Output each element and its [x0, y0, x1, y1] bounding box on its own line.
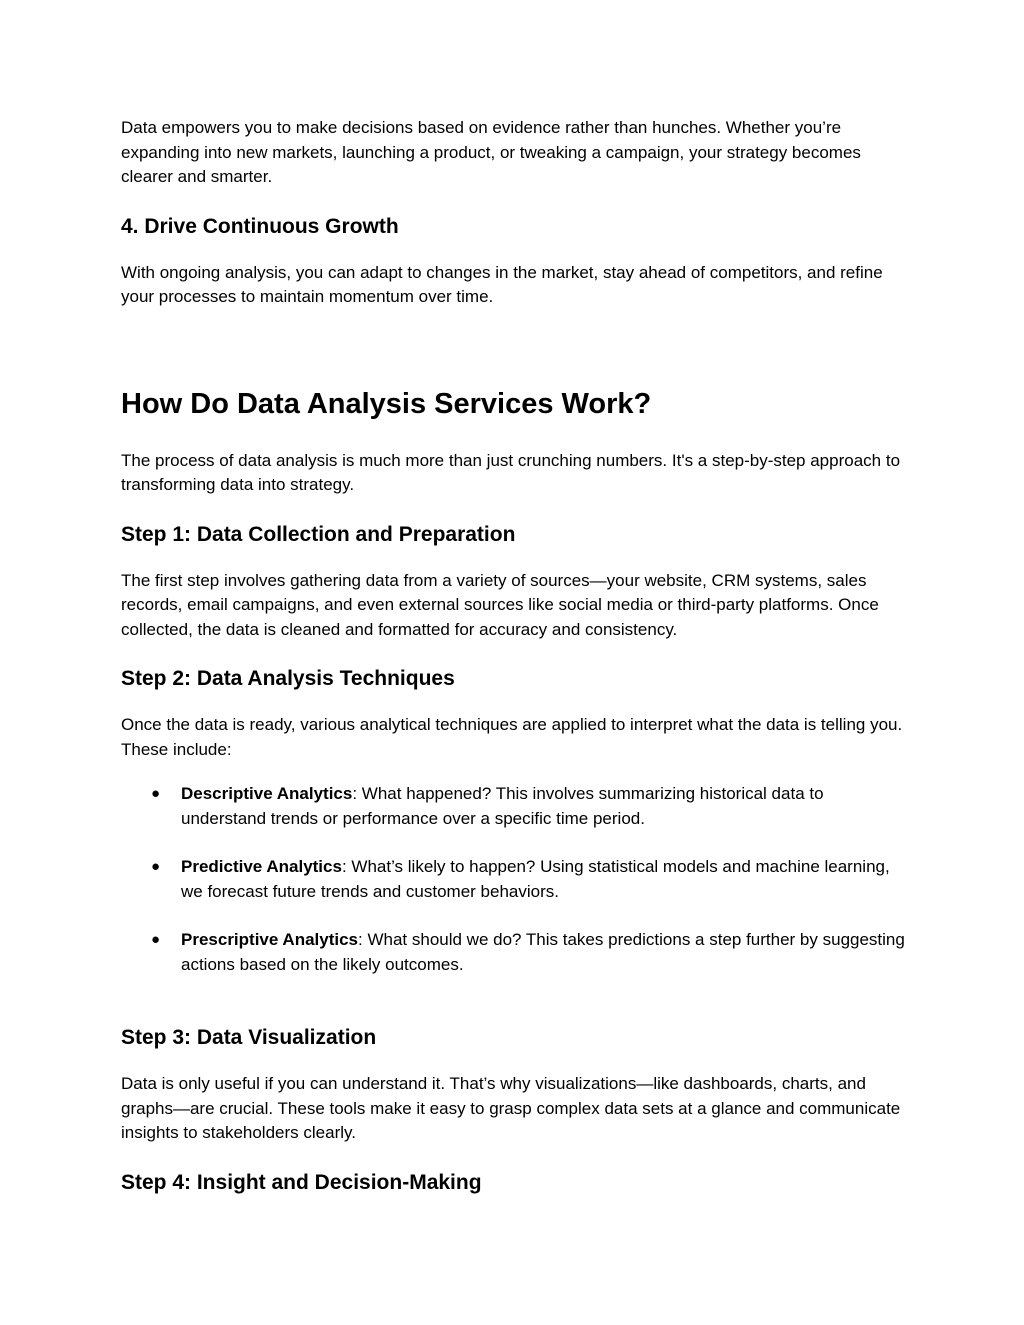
bullet-term: Descriptive Analytics — [181, 784, 353, 803]
heading-step-4: Step 4: Insight and Decision-Making — [121, 1170, 482, 1194]
heading-step-2: Step 2: Data Analysis Techniques — [121, 667, 455, 690]
bullet-term: Predictive Analytics — [181, 857, 342, 876]
paragraph-step-3: Data is only useful if you can understand it. That’s why visualizations—like dashboards, charts, and graphs—are crucial. These tools make it easy to grasp complex data sets at a glance and communicate insights to stakeholders clearly. — [121, 1074, 901, 1142]
paragraph-step-1: The first step involves gathering data from a variety of sources—your website, CRM systems, sales records, email campaigns, and even external sources like social media or third-party platforms. Once collected, the data is cleaned and formatted for accuracy and consistency. — [121, 570, 879, 639]
paragraph-step-2: Once the data is ready, various analytical techniques are applied to interpret what the data is telling you. These include: — [121, 715, 903, 759]
bullet-marker: ● — [151, 858, 161, 875]
paragraph-drive-continuous-growth: With ongoing analysis, you can adapt to changes in the market, stay ahead of competitors, and refine your processes to maintain momentum over time. — [121, 262, 883, 306]
bullet-marker: ● — [151, 785, 161, 802]
bullet-term: Prescriptive Analytics — [181, 930, 359, 949]
intro-paragraph: Data empowers you to make decisions based on evidence rather than hunches. Whether you’re expanding into new markets, launching a product, or tweaking a campaign, your strategy becomes clearer and smarter. — [121, 118, 861, 186]
bullet-marker: ● — [151, 931, 161, 948]
heading-how-data-analysis-works: How Do Data Analysis Services Work? — [121, 387, 652, 420]
paragraph-how-data-analysis-works: The process of data analysis is much more than just crunching numbers. It's a step-by-step approach to transforming data into strategy. — [121, 450, 901, 494]
bullet-text: : What happened? This involves summarizing historical data to understand trends or performance over a specific time period. — [181, 784, 824, 828]
heading-drive-continuous-growth: 4. Drive Continuous Growth — [121, 214, 399, 238]
heading-step-1: Step 1: Data Collection and Preparation — [121, 522, 516, 546]
document-body — [121, 116, 911, 1197]
bullet-text: : What should we do? This takes predictions a step further by suggesting actions based on the likely outcomes. — [181, 930, 905, 974]
heading-step-3: Step 3: Data Visualization — [121, 1026, 377, 1049]
list-item-descriptive-analytics — [121, 782, 911, 831]
list-item-predictive-analytics — [121, 855, 911, 904]
analytics-techniques-list — [121, 782, 911, 977]
bullet-text: : What’s likely to happen? Using statistical models and machine learning, we forecast future trends and customer behaviors. — [181, 857, 890, 901]
list-item-prescriptive-analytics — [121, 928, 911, 977]
